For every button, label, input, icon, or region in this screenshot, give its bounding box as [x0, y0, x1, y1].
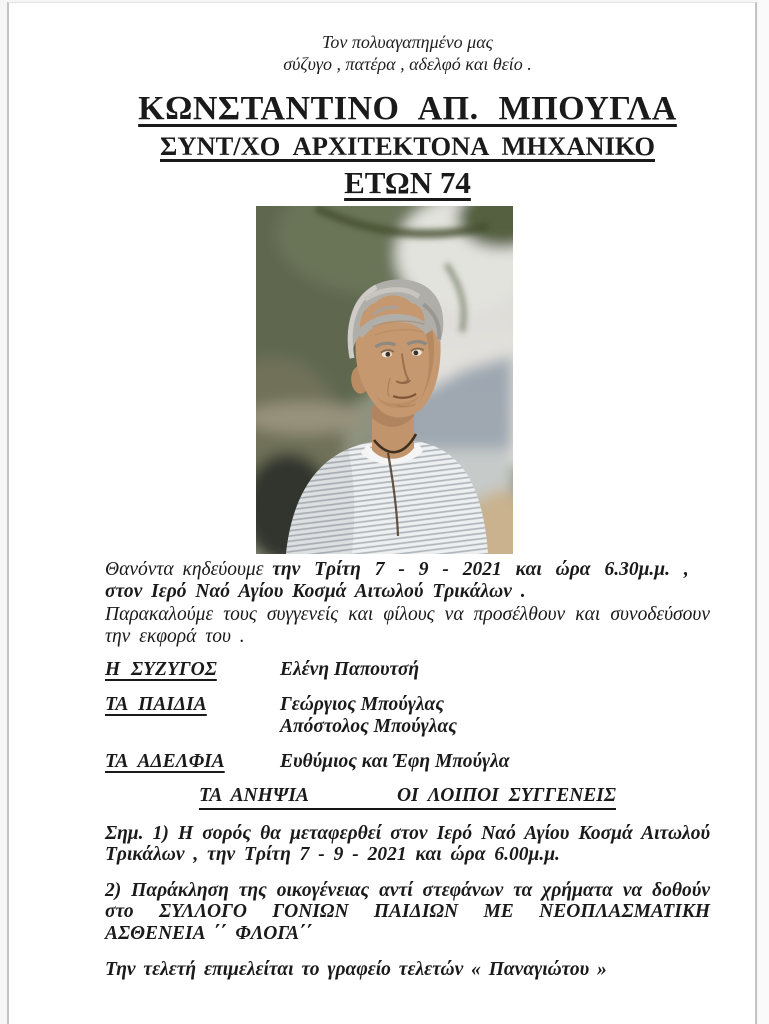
family-label-wife: Η ΣΥΖΥΓΟΣ	[105, 658, 217, 680]
page-content	[9, 3, 755, 981]
deceased-name: ΚΩΝΣΤΑΝΤΙΝΟ ΑΠ. ΜΠΟΥΓΛΑ	[138, 90, 677, 127]
family-list	[105, 659, 710, 773]
announcement-invitation: Παρακαλούμε τους συγγενείς και φίλους να προσέλθουν και συνοδεύσουν την εκφορά του .	[105, 603, 710, 648]
funeral-announcement	[105, 559, 710, 649]
profession-heading	[105, 132, 710, 160]
announcement-church: στον Ιερό Ναό Αγίου Κοσμά Αιτωλού Τρικάλων .	[105, 581, 526, 603]
funeral-home-line: Την τελετή επιμελείται το γραφείο τελετών « Παναγιώτου »	[105, 958, 607, 980]
family-names-children	[280, 694, 457, 738]
family-name: Ευθύμιος και Έφη Μπούγλα	[280, 750, 510, 772]
family-names-wife	[280, 659, 419, 681]
age-heading	[105, 167, 710, 199]
note-2: 2) Παράκληση της οικογένειας αντί στεφάνων τα χρήματα να δοθούν στο ΣΥΛΛΟΓΟ ΓΟΝΙΩΝ ΠΑΙΔΙΩΝ ΜΕ ΝΕΟΠΛΑΣΜΑΤΙΚΗ ΑΣΘΕΝΕΙΑ ΄΄ ΦΛΟΓΑ΄΄	[105, 879, 710, 944]
dedication-line-2: σύζυγο , πατέρα , αδελφό και θείο .	[283, 54, 532, 74]
deceased-name-heading	[105, 91, 710, 127]
family-name: Ελένη Παπουτσή	[280, 658, 420, 680]
announcement-datetime: την Τρίτη 7 - 9 - 2021 και ώρα 6.30μ.μ. ,	[272, 559, 689, 580]
relatives-underlined-line	[199, 785, 616, 810]
relatives-other: ΟΙ ΛΟΙΠΟΙ ΣΥΓΓΕΝΕΙΣ	[396, 784, 616, 806]
funeral-notice-page	[7, 2, 757, 1024]
profession-text: ΣΥΝΤ/ΧΟ ΑΡΧΙΤΕΚΤΟΝΑ ΜΗΧΑΝΙΚΟ	[160, 131, 655, 161]
family-row-children	[105, 694, 710, 738]
note-1: Σημ. 1) Η σορός θα μεταφερθεί στον Ιερό Ναό Αγίου Κοσμά Αιτωλού Τρικάλων , την Τρίτη 7 - 9 - 2021 και ώρα 6.00μ.μ.	[105, 822, 710, 866]
family-label-children: ΤΑ ΠΑΙΔΙΑ	[105, 693, 207, 715]
family-name: Γεώργιος Μπούγλας	[280, 693, 445, 715]
relatives-nephews: ΤΑ ΑΝΗΨΙΑ	[199, 784, 309, 806]
dedication	[105, 31, 710, 75]
family-name: Απόστολος Μπούγλας	[280, 715, 457, 737]
viewer-right-margin	[759, 0, 769, 1024]
family-names-siblings	[280, 751, 510, 773]
dedication-line-1: Τον πολυαγαπημένο μας	[322, 32, 493, 52]
family-label-siblings: ΤΑ ΑΔΕΛΦΙΑ	[105, 750, 225, 772]
family-row-wife	[105, 659, 710, 681]
age-text: ΕΤΩΝ 74	[344, 165, 471, 200]
relatives-row	[105, 785, 710, 810]
announcement-lead: Θανόντα κηδεύουμε	[105, 559, 264, 580]
portrait-photo-illustration	[256, 206, 513, 554]
family-row-siblings	[105, 751, 710, 773]
deceased-portrait-photo	[256, 206, 513, 554]
